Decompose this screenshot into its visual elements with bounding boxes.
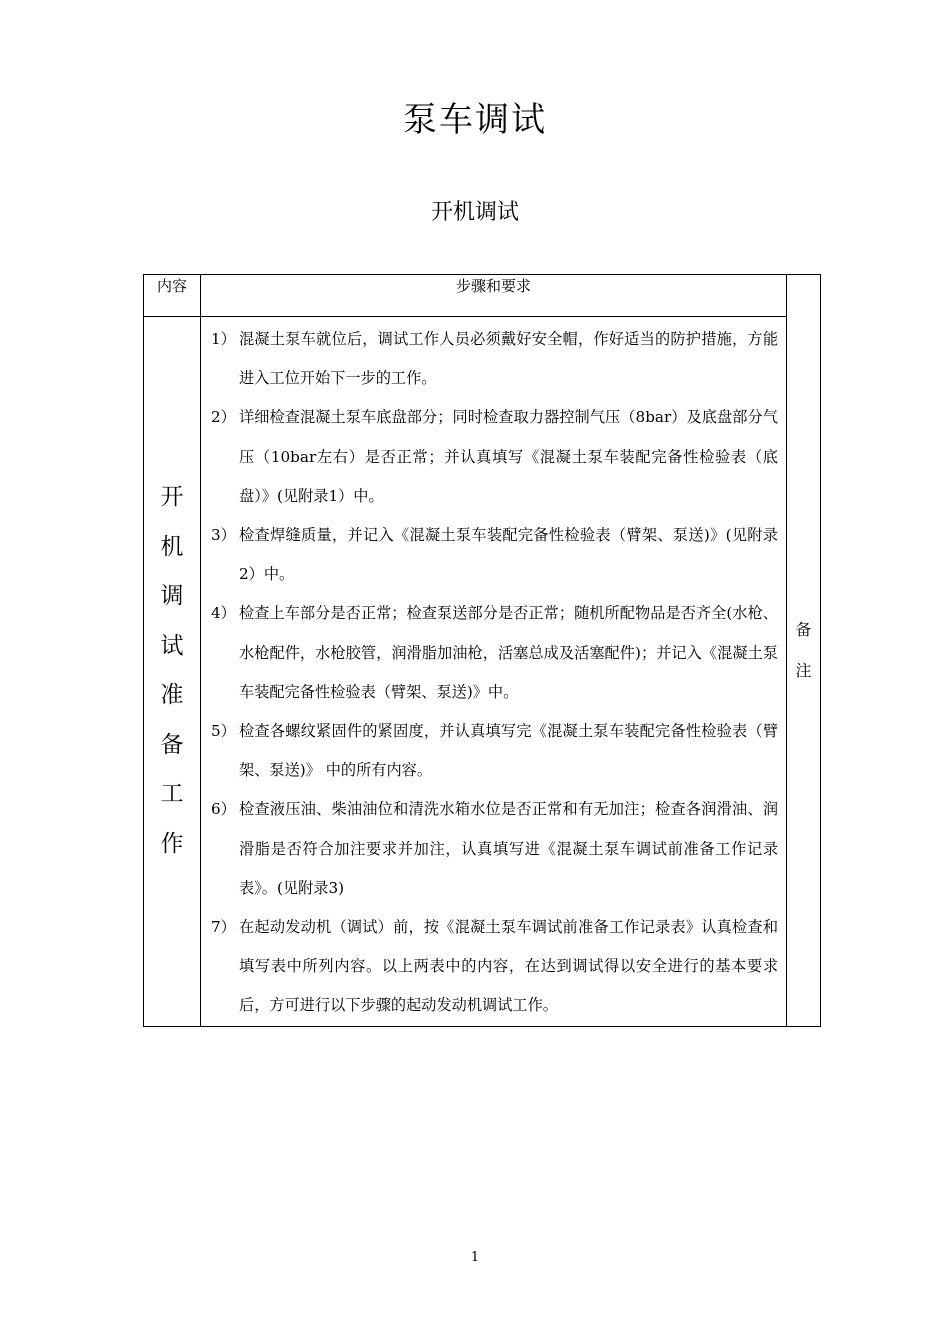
step-item (211, 594, 778, 712)
step-number: 5） (211, 722, 236, 741)
section-label-char: 调 (160, 583, 184, 610)
step-item (211, 398, 778, 516)
header-content: 内容 (144, 275, 201, 317)
page-number: 1 (470, 1250, 480, 1265)
step-text: 混凝土泵车就位后，调试工作人员必须戴好安全帽，作好适当的防护措施，方能进入工位开始下一步的工作。 (239, 330, 778, 388)
step-number: 7） (211, 918, 236, 937)
step-item (211, 790, 778, 908)
section-label-char: 开 (160, 484, 184, 511)
section-label-char: 准 (160, 682, 184, 709)
remark-char: 备 (795, 620, 812, 640)
page-title: 泵车调试 (403, 100, 547, 140)
section-label-cell (144, 317, 201, 1027)
section-label-char: 工 (160, 781, 184, 808)
step-item (211, 320, 778, 398)
step-number: 6） (211, 800, 236, 819)
step-item (211, 516, 778, 594)
section-label-char: 作 (160, 830, 184, 857)
procedure-table (143, 274, 821, 1027)
step-number: 3） (211, 526, 236, 545)
step-item (211, 908, 778, 1026)
section-subtitle: 开机调试 (430, 200, 519, 225)
step-number: 2） (211, 408, 236, 427)
step-item (211, 712, 778, 790)
section-label-char: 备 (160, 731, 184, 758)
table-header-row (144, 275, 821, 317)
steps-cell (201, 317, 787, 1027)
step-text: 检查各螺纹紧固件的紧固度，并认真填写完《混凝土泵车装配完备性检验表（臂架、泵送)》 中的所有内容。 (239, 722, 778, 780)
remark-char: 注 (795, 661, 812, 681)
remark-column (787, 275, 821, 1027)
step-number: 1） (211, 330, 236, 348)
header-steps: 步骤和要求 (201, 275, 787, 317)
step-text: 检查上车部分是否正常；检查泵送部分是否正常；随机所配物品是否齐全(水枪、水枪配件，水枪胶管，润滑脂加油枪，活塞总成及活塞配件)；并记入《混凝土泵车装配完备性检验表（臂架、泵送)》中。 (239, 604, 778, 701)
step-text: 在起动发动机（调试）前，按《混凝土泵车调试前准备工作记录表》认真检查和填写表中所列内容。以上两表中的内容，在达到调试得以安全进行的基本要求后，方可进行以下步骤的起动发动机调试工作。 (239, 918, 778, 1015)
table-body-row (144, 317, 821, 1027)
section-label-char: 机 (160, 533, 184, 560)
step-text: 检查液压油、柴油油位和清洗水箱水位是否正常和有无加注；检查各润滑油、润滑脂是否符合加注要求并加注，认真填写进《混凝土泵车调试前准备工作记录表》。(见附录3) (239, 800, 778, 897)
step-number: 4） (211, 604, 236, 623)
step-text: 检查焊缝质量，并记入《混凝土泵车装配完备性检验表（臂架、泵送)》(见附录2）中。 (239, 526, 778, 584)
section-label-char: 试 (160, 632, 184, 659)
step-text: 详细检查混凝土泵车底盘部分；同时检查取力器控制气压（8bar）及底盘部分气压（10bar左右）是否正常；并认真填写《混凝土泵车装配完备性检验表（底盘）》(见附录1）中。 (239, 408, 778, 505)
